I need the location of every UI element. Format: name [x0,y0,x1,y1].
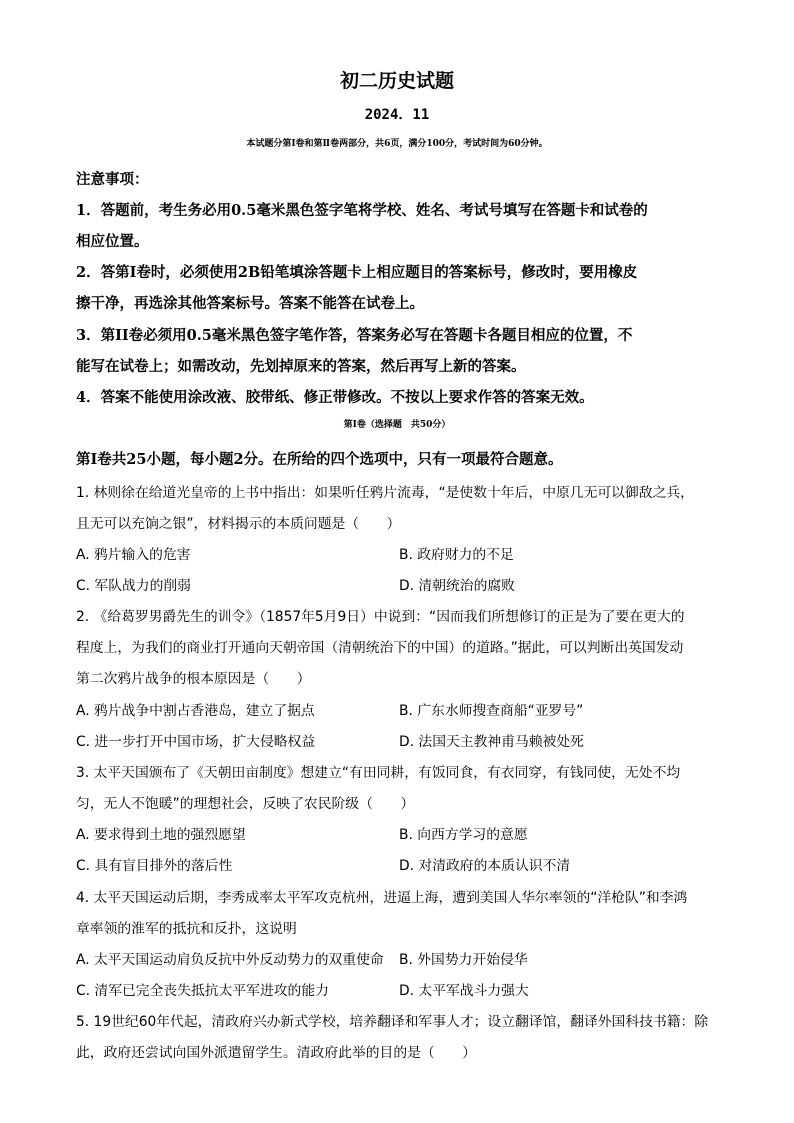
question-5-line: 此，政府还尝试向国外派遣留学生。清政府此举的目的是（ ） [76,1045,477,1061]
question-2-line: 2. 《给葛罗男爵先生的训令》（1857年5月9日）中说到：“因而我们所想修订的正是为了要在更大的 [76,609,685,625]
question-3-option-a: A. 要求得到土地的强烈愿望 [76,827,246,843]
question-4-line: 章率领的淮军的抵抗和反扑，这说明 [76,921,297,937]
question-3-line: 匀，无人不饱暖”的理想社会，反映了农民阶级（ ） [76,796,415,812]
question-3-option-d: D. 对清政府的本质认识不清 [399,858,571,874]
question-4-option-b: B. 外国势力开始侵华 [399,952,528,968]
note-line: 擦干净，再选涂其他答案标号。答案不能答在试卷上。 [76,295,424,312]
question-4-option-d: D. 太平军战斗力强大 [399,983,529,999]
question-1-line: 1. 林则徐在给道光皇帝的上书中指出：如果听任鸦片流毒，“是使数十年后，中原几无可以御敌之兵， [76,485,694,501]
notes-heading: 注意事项： [76,171,149,188]
question-5-line: 5. 19世纪60年代起，清政府兴办新式学校，培养翻译和军事人才；设立翻译馆，翻译外国科技书籍：除 [76,1014,709,1030]
section-instruction: 第Ⅰ卷共25小题，每小题2分。在所给的四个选项中，只有一项最符合题意。 [76,451,563,468]
question-4-option-c: C. 清军已完全丧失抵抗太平军进攻的能力 [76,983,329,999]
question-1-option-c: C. 军队战力的削弱 [76,578,191,594]
note-line: 1．答题前，考生务必用0.5毫米黑色签字笔将学校、姓名、考试号填写在答题卡和试卷的 [76,202,648,219]
question-1-option-a: A. 鸦片输入的危害 [76,547,191,563]
note-line: 相应位置。 [76,233,149,250]
question-2-option-d: D. 法国天主教神甫马赖被处死 [399,734,584,750]
note-line: 能写在试卷上；如需改动，先划掉原来的答案，然后再写上新的答案。 [76,358,526,375]
note-line: 3．第II卷必须用0.5毫米黑色签字笔作答，答案务必写在答题卡各题目相应的位置，不 [76,327,633,344]
exam-date: 2024．11 [364,107,430,123]
question-1-line: 且无可以充饷之银”，材料揭示的本质问题是（ ） [76,516,401,532]
exam-intro: 本试题分第Ⅰ卷和第Ⅱ卷两部分，共6页，满分100分，考试时间为60分钟。 [246,139,548,149]
question-1-option-d: D. 清朝统治的腐败 [399,578,515,594]
page-title: 初二历史试题 [339,70,454,92]
question-3-option-c: C. 具有盲目排外的落后性 [76,858,233,874]
question-3-option-b: B. 向西方学习的意愿 [399,827,528,843]
question-2-option-b: B. 广东水师搜查商船“亚罗号” [399,703,584,719]
question-2-line: 程度上，为我们的商业打开通向天朝帝国（清朝统治下的中国）的道路。”据此，可以判断出英国发动 [76,640,684,656]
question-2-line: 第二次鸦片战争的根本原因是（ ） [76,671,311,687]
question-4-line: 4. 太平天国运动后期，李秀成率太平军攻克杭州，进逼上海，遭到美国人华尔率领的“洋枪队”和李鸿 [76,890,688,906]
note-line: 2．答第Ⅰ卷时，必须使用2B铅笔填涂答题卡上相应题目的答案标号，修改时，要用橡皮 [76,264,638,281]
question-4-option-a: A. 太平天国运动肩负反抗中外反动势力的双重使命 [76,952,384,968]
question-1-option-b: B. 政府财力的不足 [399,547,514,563]
question-2-option-a: A. 鸦片战争中割占香港岛，建立了据点 [76,703,315,719]
note-line: 4．答案不能使用涂改液、胶带纸、修正带修改。不按以上要求作答的答案无效。 [76,389,594,406]
question-3-line: 3. 太平天国颁布了《天朝田亩制度》想建立“有田同耕，有饭同食，有衣同穿，有钱同使，无处不均 [76,765,681,781]
question-2-option-c: C. 进一步打开中国市场，扩大侵略权益 [76,734,316,750]
section-title: 第Ⅰ卷（选择题 共50分） [343,420,451,430]
